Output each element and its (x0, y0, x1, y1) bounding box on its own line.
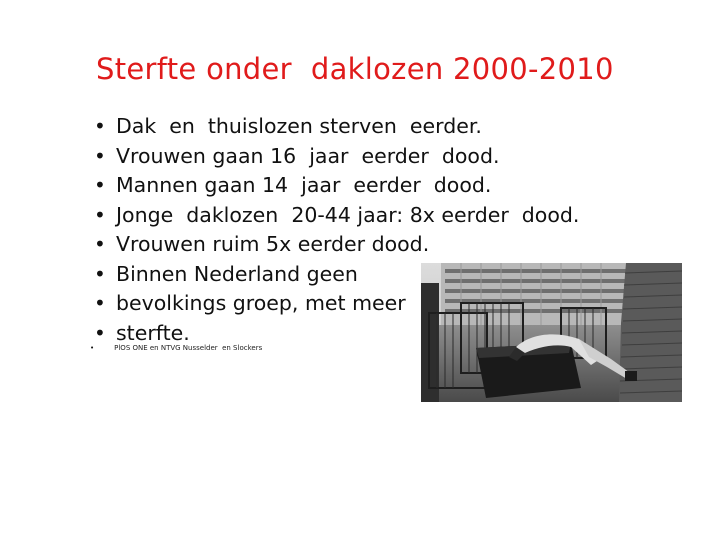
bullet-text: sterfte. (116, 320, 190, 345)
photo-illustration (421, 263, 682, 402)
bullet-text: Mannen gaan 14 jaar eerder dood. (116, 173, 492, 197)
bullet-text: Jonge daklozen 20-44 jaar: 8x eerder dood. (116, 202, 580, 227)
bullet-marker: • (94, 173, 106, 197)
bullet-item (90, 171, 579, 201)
bullet-marker: • (90, 344, 95, 352)
bullet-marker: • (94, 261, 106, 286)
slide-title: Sterfte onder daklozen 2000-2010 (96, 52, 614, 86)
bullet-text: Vrouwen gaan 16 jaar eerder dood. (116, 143, 500, 168)
homeless-person-photo (421, 263, 682, 402)
bullet-item (90, 201, 579, 231)
bullet-marker: • (94, 232, 106, 256)
bullet-text: bevolkings groep, met meer (116, 291, 406, 315)
bullet-marker: • (94, 291, 106, 315)
bullet-text: Dak en thuislozen sterven eerder. (116, 114, 482, 138)
bullet-text: Binnen Nederland geen (116, 261, 358, 286)
bullet-item (90, 142, 579, 172)
source-text: PlOS ONE en NTVG Nusselder en Slockers (114, 344, 263, 352)
bullet-item (90, 230, 579, 260)
bullet-item (90, 112, 579, 142)
bullet-marker: • (94, 202, 106, 227)
bullet-marker: • (94, 320, 106, 345)
bullet-marker: • (94, 114, 106, 138)
bullet-text: Vrouwen ruim 5x eerder dood. (116, 232, 430, 256)
bullet-marker: • (94, 143, 106, 168)
source-note (90, 344, 262, 352)
